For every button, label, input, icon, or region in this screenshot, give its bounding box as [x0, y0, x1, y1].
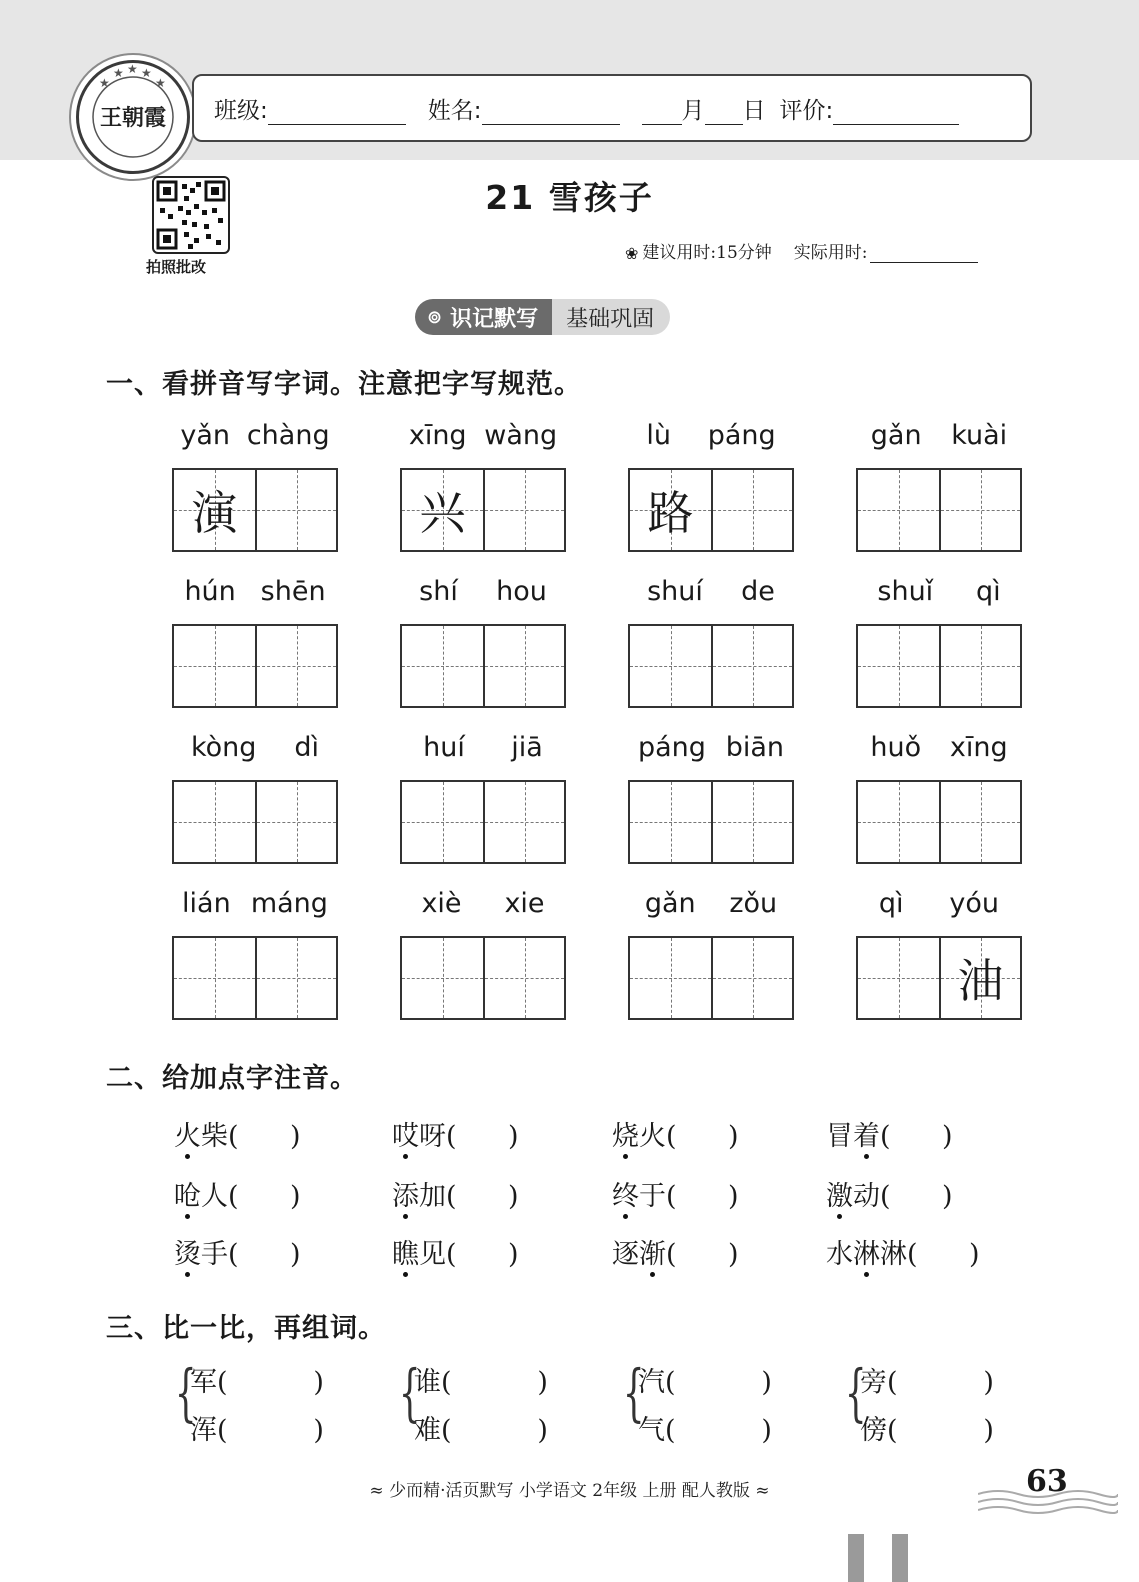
- pinyin-syllable: shuí: [647, 576, 703, 607]
- writing-cell[interactable]: [174, 782, 255, 862]
- phonetic-item[interactable]: [392, 1232, 519, 1271]
- pinyin-syllable: xīng: [949, 732, 1008, 763]
- name-field[interactable]: [428, 92, 620, 125]
- writing-grid[interactable]: [172, 780, 338, 864]
- writing-grid[interactable]: [628, 936, 794, 1020]
- writing-cell[interactable]: [402, 626, 483, 706]
- phonetic-item[interactable]: [612, 1232, 739, 1271]
- writing-grid[interactable]: [628, 624, 794, 708]
- writing-cell[interactable]: [402, 470, 483, 550]
- actual-time-label: 实际用时:: [793, 243, 868, 263]
- pinyin-label: [400, 576, 566, 607]
- brace-icon: {: [844, 1356, 867, 1429]
- writing-cell[interactable]: [483, 470, 564, 550]
- section-badge-primary-label: 识记默写: [450, 306, 539, 332]
- writing-cell[interactable]: [402, 782, 483, 862]
- pinyin-syllable: máng: [250, 888, 328, 919]
- pinyin-syllable: shuǐ: [877, 576, 934, 607]
- pinyin-syllable: yóu: [949, 888, 1000, 919]
- emphasis-dot: [185, 1272, 190, 1277]
- pinyin-label: [400, 732, 566, 763]
- emphasis-dot: [403, 1154, 408, 1159]
- compare-word-line[interactable]: 汽( ): [638, 1367, 772, 1398]
- phonetic-word: 瞧见( ): [392, 1239, 519, 1270]
- compare-word-line[interactable]: 难( ): [414, 1415, 548, 1446]
- svg-text:★: ★: [127, 63, 138, 76]
- rating-field[interactable]: [780, 92, 960, 125]
- writing-grid[interactable]: [856, 468, 1022, 552]
- class-label: 班级:: [214, 97, 268, 124]
- writing-cell[interactable]: [483, 626, 564, 706]
- writing-cell[interactable]: [255, 938, 336, 1018]
- pinyin-syllable: dì: [294, 732, 320, 763]
- writing-grid[interactable]: [400, 936, 566, 1020]
- written-char: 演: [191, 486, 238, 540]
- phonetic-word: 冒着( ): [826, 1121, 953, 1152]
- pinyin-label: [628, 888, 794, 919]
- pinyin-label: [400, 420, 566, 451]
- writing-cell[interactable]: [255, 782, 336, 862]
- phonetic-item[interactable]: [826, 1232, 980, 1271]
- flower-icon: ❀: [625, 244, 639, 263]
- phonetic-item[interactable]: [826, 1174, 953, 1213]
- binding-marks: [848, 1534, 918, 1582]
- writing-grid[interactable]: [628, 780, 794, 864]
- pinyin-syllable: huí: [423, 732, 465, 763]
- month-blank[interactable]: [642, 102, 682, 125]
- section-badge: [415, 299, 670, 335]
- pinyin-label: [856, 576, 1022, 607]
- class-blank[interactable]: [268, 102, 406, 125]
- writing-cell[interactable]: [483, 938, 564, 1018]
- writing-cell[interactable]: [711, 782, 792, 862]
- writing-cell[interactable]: [174, 470, 255, 550]
- pinyin-label: [856, 888, 1022, 919]
- writing-grid[interactable]: [856, 936, 1022, 1020]
- emphasis-dot: [650, 1272, 655, 1277]
- brace-icon: {: [622, 1356, 645, 1429]
- writing-grid[interactable]: [172, 936, 338, 1020]
- brace-icon: {: [174, 1356, 197, 1429]
- pinyin-label: [172, 420, 338, 451]
- pinyin-syllable: kòng: [190, 732, 257, 763]
- compare-word-line[interactable]: 气( ): [638, 1415, 772, 1446]
- emphasis-dot: [837, 1214, 842, 1219]
- writing-cell[interactable]: [939, 626, 1020, 706]
- pinyin-syllable: shēn: [260, 576, 326, 607]
- written-char: 路: [647, 486, 694, 540]
- pinyin-syllable: hou: [496, 576, 547, 607]
- writing-cell[interactable]: [939, 782, 1020, 862]
- writing-cell[interactable]: [630, 782, 711, 862]
- phonetic-word: 终于( ): [612, 1181, 739, 1212]
- writing-grid[interactable]: [400, 468, 566, 552]
- writing-grid[interactable]: [856, 624, 1022, 708]
- writing-grid[interactable]: [172, 468, 338, 552]
- rating-label: 评价:: [779, 97, 834, 124]
- svg-text:★: ★: [155, 76, 166, 90]
- page-number: 63: [1026, 1464, 1068, 1499]
- day-label: 日: [742, 97, 766, 124]
- qr-caption: 拍照批改: [146, 258, 207, 276]
- footer-text: ≈ 少而精·活页默写 小学语文 2年级 上册 配人教版 ≈: [369, 1481, 770, 1501]
- writing-cell[interactable]: [858, 626, 939, 706]
- compare-word-line[interactable]: 旁( ): [860, 1367, 994, 1398]
- wave-decoration: [978, 1486, 1118, 1516]
- pinyin-syllable: biān: [725, 732, 785, 763]
- compare-word-line[interactable]: 谁( ): [414, 1367, 548, 1398]
- phonetic-item[interactable]: [174, 1232, 301, 1271]
- phonetic-item[interactable]: [174, 1174, 301, 1213]
- pinyin-syllable: xiè: [421, 888, 462, 919]
- pinyin-syllable: shí: [419, 576, 458, 607]
- writing-cell[interactable]: [711, 626, 792, 706]
- month-label: 月: [681, 97, 705, 124]
- writing-cell[interactable]: [402, 938, 483, 1018]
- q2-heading: 二、给加点字注音。: [106, 1063, 358, 1094]
- pinyin-syllable: qì: [878, 888, 904, 919]
- writing-grid[interactable]: [628, 468, 794, 552]
- rating-blank[interactable]: [833, 102, 959, 125]
- publisher-logo: [76, 60, 190, 174]
- pinyin-syllable: lù: [646, 420, 671, 451]
- compare-word-line[interactable]: 浑( ): [190, 1415, 324, 1446]
- compare-word-line[interactable]: 军( ): [190, 1367, 324, 1398]
- writing-cell[interactable]: [255, 470, 336, 550]
- date-field[interactable]: [642, 92, 766, 125]
- pinyin-label: [856, 420, 1022, 451]
- writing-cell[interactable]: [939, 938, 1020, 1018]
- phonetic-word: 激动( ): [826, 1181, 953, 1212]
- phonetic-item[interactable]: [826, 1114, 953, 1153]
- section-badge-secondary-label: 基础巩固: [566, 306, 655, 332]
- svg-text:王朝霞: 王朝霞: [99, 105, 167, 131]
- emphasis-dot: [864, 1272, 869, 1277]
- emphasis-dot: [623, 1214, 628, 1219]
- pinyin-syllable: wàng: [484, 420, 558, 451]
- pinyin-label: [628, 420, 794, 451]
- pinyin-label: [172, 732, 338, 763]
- phonetic-word: 哎呀( ): [392, 1121, 519, 1152]
- writing-cell[interactable]: [174, 938, 255, 1018]
- pinyin-label: [628, 732, 794, 763]
- emphasis-dot: [185, 1214, 190, 1219]
- brace-icon: {: [398, 1356, 421, 1429]
- pinyin-syllable: yǎn: [180, 420, 231, 451]
- compare-word-line[interactable]: 傍( ): [860, 1415, 994, 1446]
- pinyin-label: [400, 888, 566, 919]
- pinyin-syllable: gǎn: [870, 420, 922, 451]
- written-char: 兴: [419, 486, 466, 540]
- phonetic-item[interactable]: [392, 1114, 519, 1153]
- writing-grid[interactable]: [400, 780, 566, 864]
- writing-cell[interactable]: [858, 470, 939, 550]
- pinyin-syllable: páng: [637, 732, 706, 763]
- svg-text:★: ★: [141, 66, 152, 80]
- pinyin-label: [172, 888, 338, 919]
- writing-cell[interactable]: [711, 470, 792, 550]
- writing-cell[interactable]: [630, 626, 711, 706]
- phonetic-word: 水淋淋( ): [826, 1239, 980, 1270]
- section-badge-secondary: [552, 299, 670, 335]
- page-title: 21 雪孩子: [485, 178, 654, 217]
- pinyin-syllable: zǒu: [729, 888, 778, 919]
- writing-grid[interactable]: [172, 624, 338, 708]
- name-blank[interactable]: [482, 102, 620, 125]
- written-char: 油: [957, 954, 1004, 1008]
- emphasis-dot: [623, 1154, 628, 1159]
- phonetic-item[interactable]: [174, 1114, 301, 1153]
- pinyin-syllable: kuài: [951, 420, 1008, 451]
- section-badge-primary: [415, 299, 552, 335]
- writing-grid[interactable]: [400, 624, 566, 708]
- writing-cell[interactable]: [711, 938, 792, 1018]
- phonetic-word: 烧火( ): [612, 1121, 739, 1152]
- emphasis-dot: [403, 1214, 408, 1219]
- suggested-time: 建议用时:15分钟: [642, 243, 772, 263]
- pinyin-syllable: chàng: [246, 420, 330, 451]
- q1-heading: 一、看拼音写字词。注意把字写规范。: [106, 369, 582, 400]
- pinyin-syllable: de: [741, 576, 775, 607]
- name-label: 姓名:: [427, 97, 482, 124]
- phonetic-word: 逐渐( ): [612, 1239, 739, 1270]
- phonetic-word: 烫手( ): [174, 1239, 301, 1270]
- pinyin-syllable: xīng: [408, 420, 467, 451]
- pinyin-syllable: qì: [975, 576, 1001, 607]
- pinyin-label: [172, 576, 338, 607]
- phonetic-item[interactable]: [612, 1174, 739, 1213]
- student-info-box: [192, 74, 1032, 142]
- phonetic-word: 呛人( ): [174, 1181, 301, 1212]
- pinyin-syllable: lián: [182, 888, 231, 919]
- writing-cell[interactable]: [630, 938, 711, 1018]
- emphasis-dot: [403, 1272, 408, 1277]
- phonetic-word: 火柴( ): [174, 1121, 301, 1152]
- actual-time-blank[interactable]: [870, 244, 978, 263]
- timing-info: [625, 238, 978, 263]
- writing-cell[interactable]: [630, 470, 711, 550]
- medal-icon: ⊚: [427, 306, 443, 328]
- pinyin-label: [856, 732, 1022, 763]
- svg-text:★: ★: [113, 66, 124, 80]
- writing-cell[interactable]: [483, 782, 564, 862]
- svg-text:★: ★: [99, 76, 110, 90]
- phonetic-word: 添加( ): [392, 1181, 519, 1212]
- writing-cell[interactable]: [939, 470, 1020, 550]
- writing-cell[interactable]: [174, 626, 255, 706]
- pinyin-syllable: páng: [707, 420, 776, 451]
- pinyin-syllable: xie: [504, 888, 545, 919]
- q3-heading: 三、比一比，再组词。: [106, 1313, 386, 1344]
- pinyin-syllable: gǎn: [644, 888, 696, 919]
- writing-cell[interactable]: [858, 782, 939, 862]
- phonetic-item[interactable]: [392, 1174, 519, 1213]
- phonetic-item[interactable]: [612, 1114, 739, 1153]
- writing-cell[interactable]: [858, 938, 939, 1018]
- day-blank[interactable]: [705, 102, 743, 125]
- emphasis-dot: [864, 1154, 869, 1159]
- writing-grid[interactable]: [856, 780, 1022, 864]
- pinyin-syllable: hún: [184, 576, 236, 607]
- pinyin-label: [628, 576, 794, 607]
- pinyin-syllable: huǒ: [870, 732, 922, 763]
- writing-cell[interactable]: [255, 626, 336, 706]
- class-field[interactable]: [214, 92, 406, 125]
- pinyin-syllable: jiā: [511, 732, 543, 763]
- emphasis-dot: [185, 1154, 190, 1159]
